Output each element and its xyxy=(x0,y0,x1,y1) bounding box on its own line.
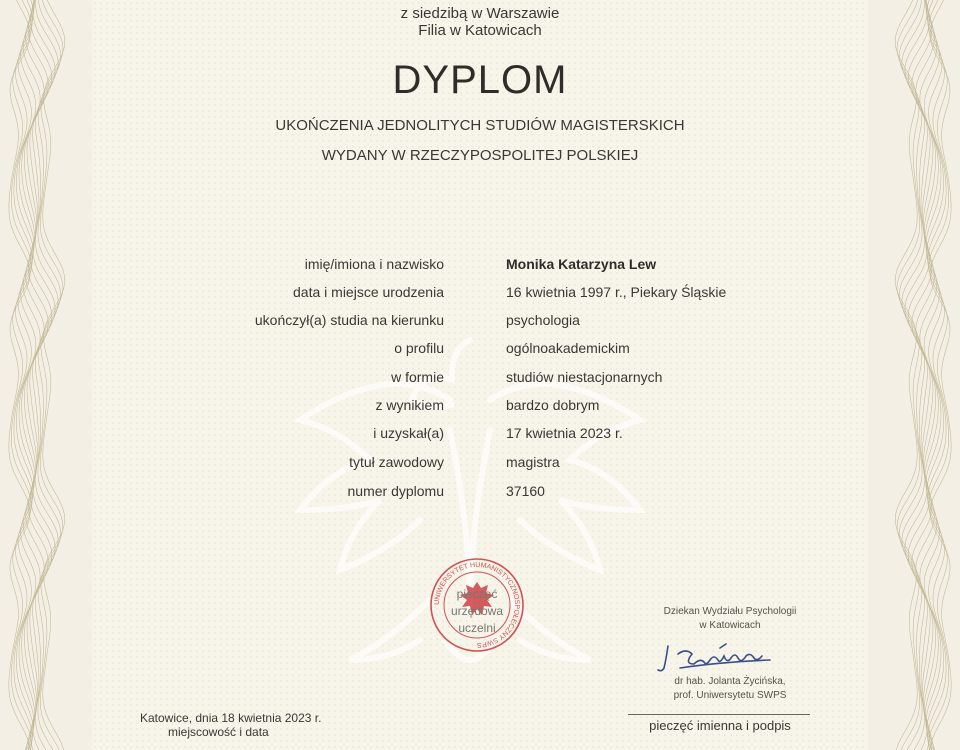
seal-ring-text: UNIWERSYTET HUMANISTYCZNOSPOŁECZNY SWPS xyxy=(433,561,521,649)
field-row-grade xyxy=(0,397,960,419)
field-value: 16 kwietnia 1997 r., Piekary Śląskie xyxy=(506,284,727,300)
field-label: z wynikiem xyxy=(375,397,444,413)
field-label: o profilu xyxy=(394,340,444,356)
field-value: psychologia xyxy=(506,312,580,328)
field-row-form xyxy=(0,369,960,391)
field-row-profile xyxy=(0,340,960,362)
field-value: Monika Katarzyna Lew xyxy=(506,256,657,272)
issue-place-date: Katowice, dnia 18 kwietnia 2023 r. xyxy=(140,711,322,725)
field-value: magistra xyxy=(506,454,560,470)
field-label: tytuł zawodowy xyxy=(349,454,444,470)
field-label: ukończył(a) studia na kierunku xyxy=(254,312,444,328)
field-label: i uzyskał(a) xyxy=(373,425,444,441)
field-value: bardzo dobrym xyxy=(506,397,600,413)
field-value: 37160 xyxy=(506,483,545,499)
seal-label-2: urzędowa xyxy=(450,604,504,618)
diploma-title: DYPLOM xyxy=(392,58,568,102)
field-row-number xyxy=(0,483,960,505)
field-label: imię/imiona i nazwisko xyxy=(304,256,444,272)
subtitle-issued: WYDANY W RZECZYPOSPOLITEJ POLSKIEJ xyxy=(321,147,639,164)
seal-label-3: uczelni xyxy=(458,621,496,635)
subtitle-degree: UKOŃCZENIA JEDNOLITYCH STUDIÓW MAGISTERSKICH xyxy=(275,117,685,134)
field-label: w formie xyxy=(391,369,444,385)
field-row-date xyxy=(0,425,960,447)
field-row-title xyxy=(0,454,960,476)
branch-line: Filia w Katowicach xyxy=(418,22,542,39)
field-row-major xyxy=(0,312,960,334)
handwritten-signature xyxy=(640,636,790,676)
field-label: numer dyplomu xyxy=(347,483,444,499)
eagle-watermark xyxy=(260,300,680,720)
field-row-birth xyxy=(0,284,960,306)
field-label: data i miejsce urodzenia xyxy=(293,284,444,300)
dean-name: dr hab. Jolanta Życińska, xyxy=(674,676,786,687)
issue-label: miejscowość i data xyxy=(168,725,269,739)
field-row-name xyxy=(0,256,960,278)
seat-line: z siedzibą w Warszawie xyxy=(400,5,560,22)
signature-line xyxy=(628,714,810,715)
field-value: ogólnoakademickim xyxy=(506,340,630,356)
seal-label-1: pieczęć xyxy=(456,587,498,601)
field-value: studiów niestacjonarnych xyxy=(506,369,663,385)
stamp-label: pieczęć imienna i podpis xyxy=(649,718,791,733)
dean-position: prof. Uniwersytetu SWPS xyxy=(673,690,787,701)
dean-location: w Katowicach xyxy=(699,620,761,631)
dean-role: Dziekan Wydziału Psychologii xyxy=(663,606,797,617)
field-value: 17 kwietnia 2023 r. xyxy=(506,425,623,441)
